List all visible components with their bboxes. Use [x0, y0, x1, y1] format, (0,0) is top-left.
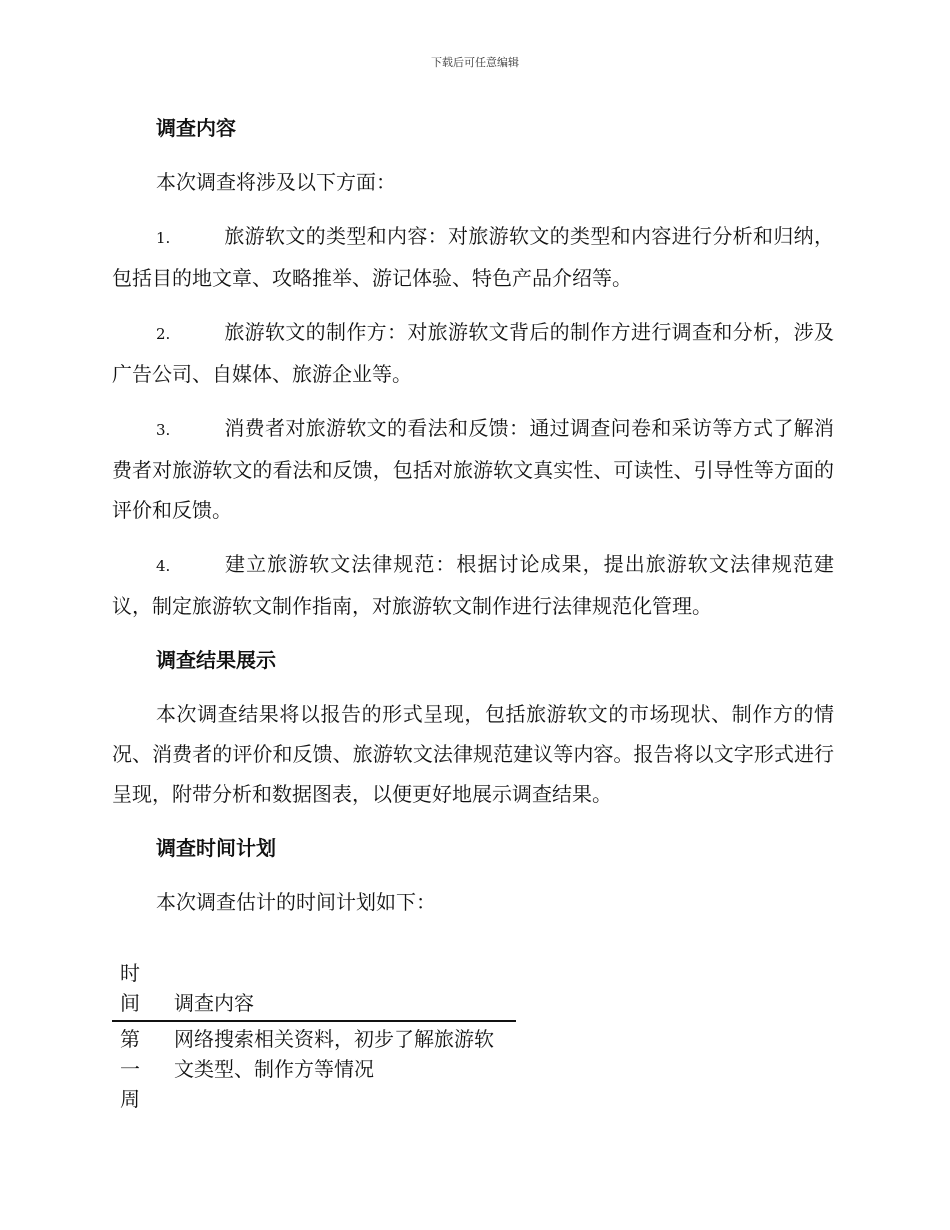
- header-content: [174, 958, 516, 1021]
- cell-time-char: 周: [120, 1087, 140, 1111]
- list-item: [112, 408, 834, 530]
- results-paragraph: 本次调查结果将以报告的形式呈现，包括旅游软文的市场现状、制作方的情况、消费者的评价和反馈、旅游软文法律规范建议等内容。报告将以文字形式进行呈现，附带分析和数据图表，以便更好地展示调查结果。: [112, 702, 834, 806]
- document-body: [112, 108, 834, 936]
- cell-time-char: 一: [120, 1057, 140, 1081]
- cell-time-char: 第: [120, 1027, 140, 1051]
- list-item-number: 2.: [156, 325, 171, 343]
- header-content-label: 调查内容: [174, 991, 254, 1015]
- header-time-char: 时: [120, 961, 140, 985]
- table-header-row: [112, 958, 516, 1021]
- header-time: [112, 958, 174, 1021]
- list-item-text: 消费者对旅游软文的看法和反馈：通过调查问卷和采访等方式了解消费者对旅游软文的看法和反馈，包括对旅游软文真实性、可读性、引导性等方面的评价和反馈。: [112, 416, 834, 522]
- cell-content: 网络搜索相关资料，初步了解旅游软文类型、制作方等情况: [174, 1027, 494, 1081]
- list-item: [112, 312, 834, 394]
- list-item-text: 旅游软文的制作方：对旅游软文背后的制作方进行调查和分析，涉及广告公司、自媒体、旅游企业等。: [112, 320, 834, 386]
- header-time-char: 间: [120, 991, 140, 1015]
- schedule-intro: 本次调查估计的时间计划如下：: [156, 890, 436, 914]
- header-note: 下载后可任意编辑: [431, 56, 519, 69]
- list-item-number: 4.: [156, 557, 171, 575]
- list-item-text: 旅游软文的类型和内容：对旅游软文的类型和内容进行分析和归纳，包括目的地文章、攻略推举、游记体验、特色产品介绍等。: [112, 224, 834, 290]
- list-item-number: 3.: [156, 421, 171, 439]
- heading-survey-content: 调查内容: [156, 116, 236, 140]
- list-item: [112, 216, 834, 298]
- list-item-number: 1.: [156, 229, 171, 247]
- list-item-text: 建立旅游软文法律规范：根据讨论成果，提出旅游软文法律规范建议，制定旅游软文制作指南，对旅游软文制作进行法律规范化管理。: [112, 552, 834, 618]
- survey-content-intro: 本次调查将涉及以下方面：: [156, 170, 396, 194]
- list-item: [112, 544, 834, 626]
- table-row: [112, 1021, 516, 1114]
- heading-results: 调查结果展示: [156, 648, 276, 672]
- cell-time: [112, 1021, 174, 1114]
- schedule-table: [112, 958, 516, 1114]
- heading-schedule: 调查时间计划: [156, 836, 276, 860]
